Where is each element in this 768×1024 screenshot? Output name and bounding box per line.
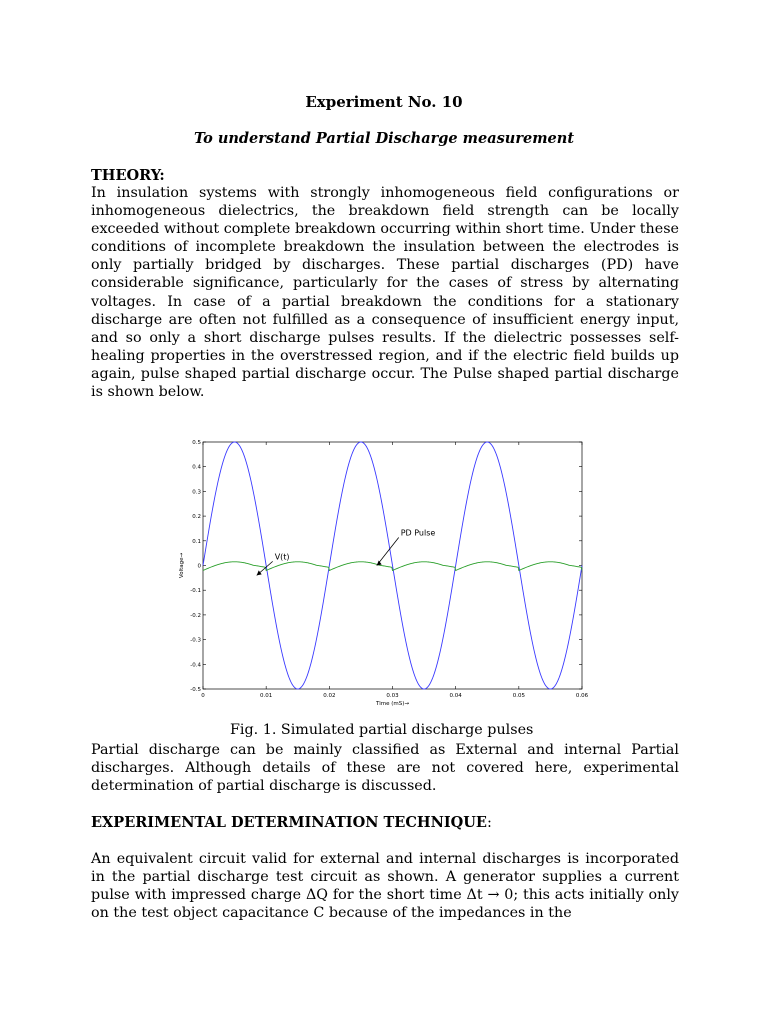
partial-discharge-chart: [170, 437, 600, 722]
x-tick-label: 0.02: [323, 693, 336, 699]
x-tick-label: 0: [201, 693, 205, 699]
x-tick-label: 0.05: [512, 693, 525, 699]
y-tick-label: -0.1: [190, 588, 201, 595]
experiment-title: Experiment No. 10: [305, 93, 463, 111]
y-tick-label: -0.2: [190, 612, 201, 619]
technique-heading-colon: :: [486, 815, 492, 831]
experiment-subtitle: To understand Partial Discharge measurement: [193, 130, 575, 147]
y-tick-label: 0.2: [192, 514, 201, 521]
technique-paragraph: An equivalent circuit valid for external and internal discharges is incorporated in the partial discharge test circuit as shown. A generator supplies a current pulse with impressed charge ΔQ for the short time Δt → 0; this acts initially only on the test object capacitance C because of the impedances in the: [91, 851, 679, 922]
theory-heading: THEORY:: [91, 167, 165, 184]
technique-heading: [91, 814, 492, 831]
technique-heading-text: EXPERIMENTAL DETERMINATION TECHNIQUE: [91, 814, 487, 831]
annotation-arrow: [377, 538, 399, 566]
x-tick-label: 0.06: [575, 693, 589, 699]
annotation-label: V(t): [274, 552, 290, 562]
x-axis-label: Time (mS)→: [376, 701, 409, 707]
chart-annotations: [257, 529, 436, 576]
y-tick-label: -0.4: [190, 662, 201, 669]
annotation-arrowhead: [377, 561, 382, 566]
y-tick-label: 0.5: [192, 440, 201, 446]
x-tick-label: 0.04: [449, 693, 462, 699]
theory-paragraph: In insulation systems with strongly inhomogeneous field configurations or inhomogeneous dielectrics, the breakdown field strength can be locally exceeded without complete breakdown occurring within short time. Under these conditions of incomplete breakdown the insulation between the electrodes is only partially bridged by discharges. These partial discharges (PD) have considerable significance, particularly for the cases of stress by alternating voltages. In case of a partial breakdown the conditions for a stationary discharge are often not fulfilled as a consequence of insufficient energy input, and so only a short discharge pulses results. If the dielectric possesses self-healing properties in the overstressed region, and if the electric field builds up again, pulse shaped partial discharge occur. The Pulse shaped partial discharge is shown below.: [91, 185, 679, 401]
classification-paragraph: Partial discharge can be mainly classified as External and internal Partial discharges. Although details of these are not covered here, experimental determination of partial discharge is discussed.: [91, 742, 679, 795]
annotation-label: PD Pulse: [400, 528, 436, 538]
y-tick-label: -0.3: [190, 637, 201, 644]
y-tick-label: 0: [197, 563, 201, 570]
y-tick-label: 0.3: [192, 489, 201, 496]
x-tick-label: 0.03: [386, 693, 399, 699]
chart-axes: [179, 440, 589, 707]
y-tick-label: -0.5: [190, 687, 201, 693]
figure-caption: Fig. 1. Simulated partial discharge pulses: [230, 722, 534, 738]
y-tick-label: 0.4: [192, 464, 201, 471]
series-vt-line: [203, 442, 582, 689]
y-axis-label: Voltage→: [179, 552, 185, 579]
x-tick-label: 0.01: [260, 693, 273, 699]
y-tick-label: 0.1: [192, 538, 201, 545]
